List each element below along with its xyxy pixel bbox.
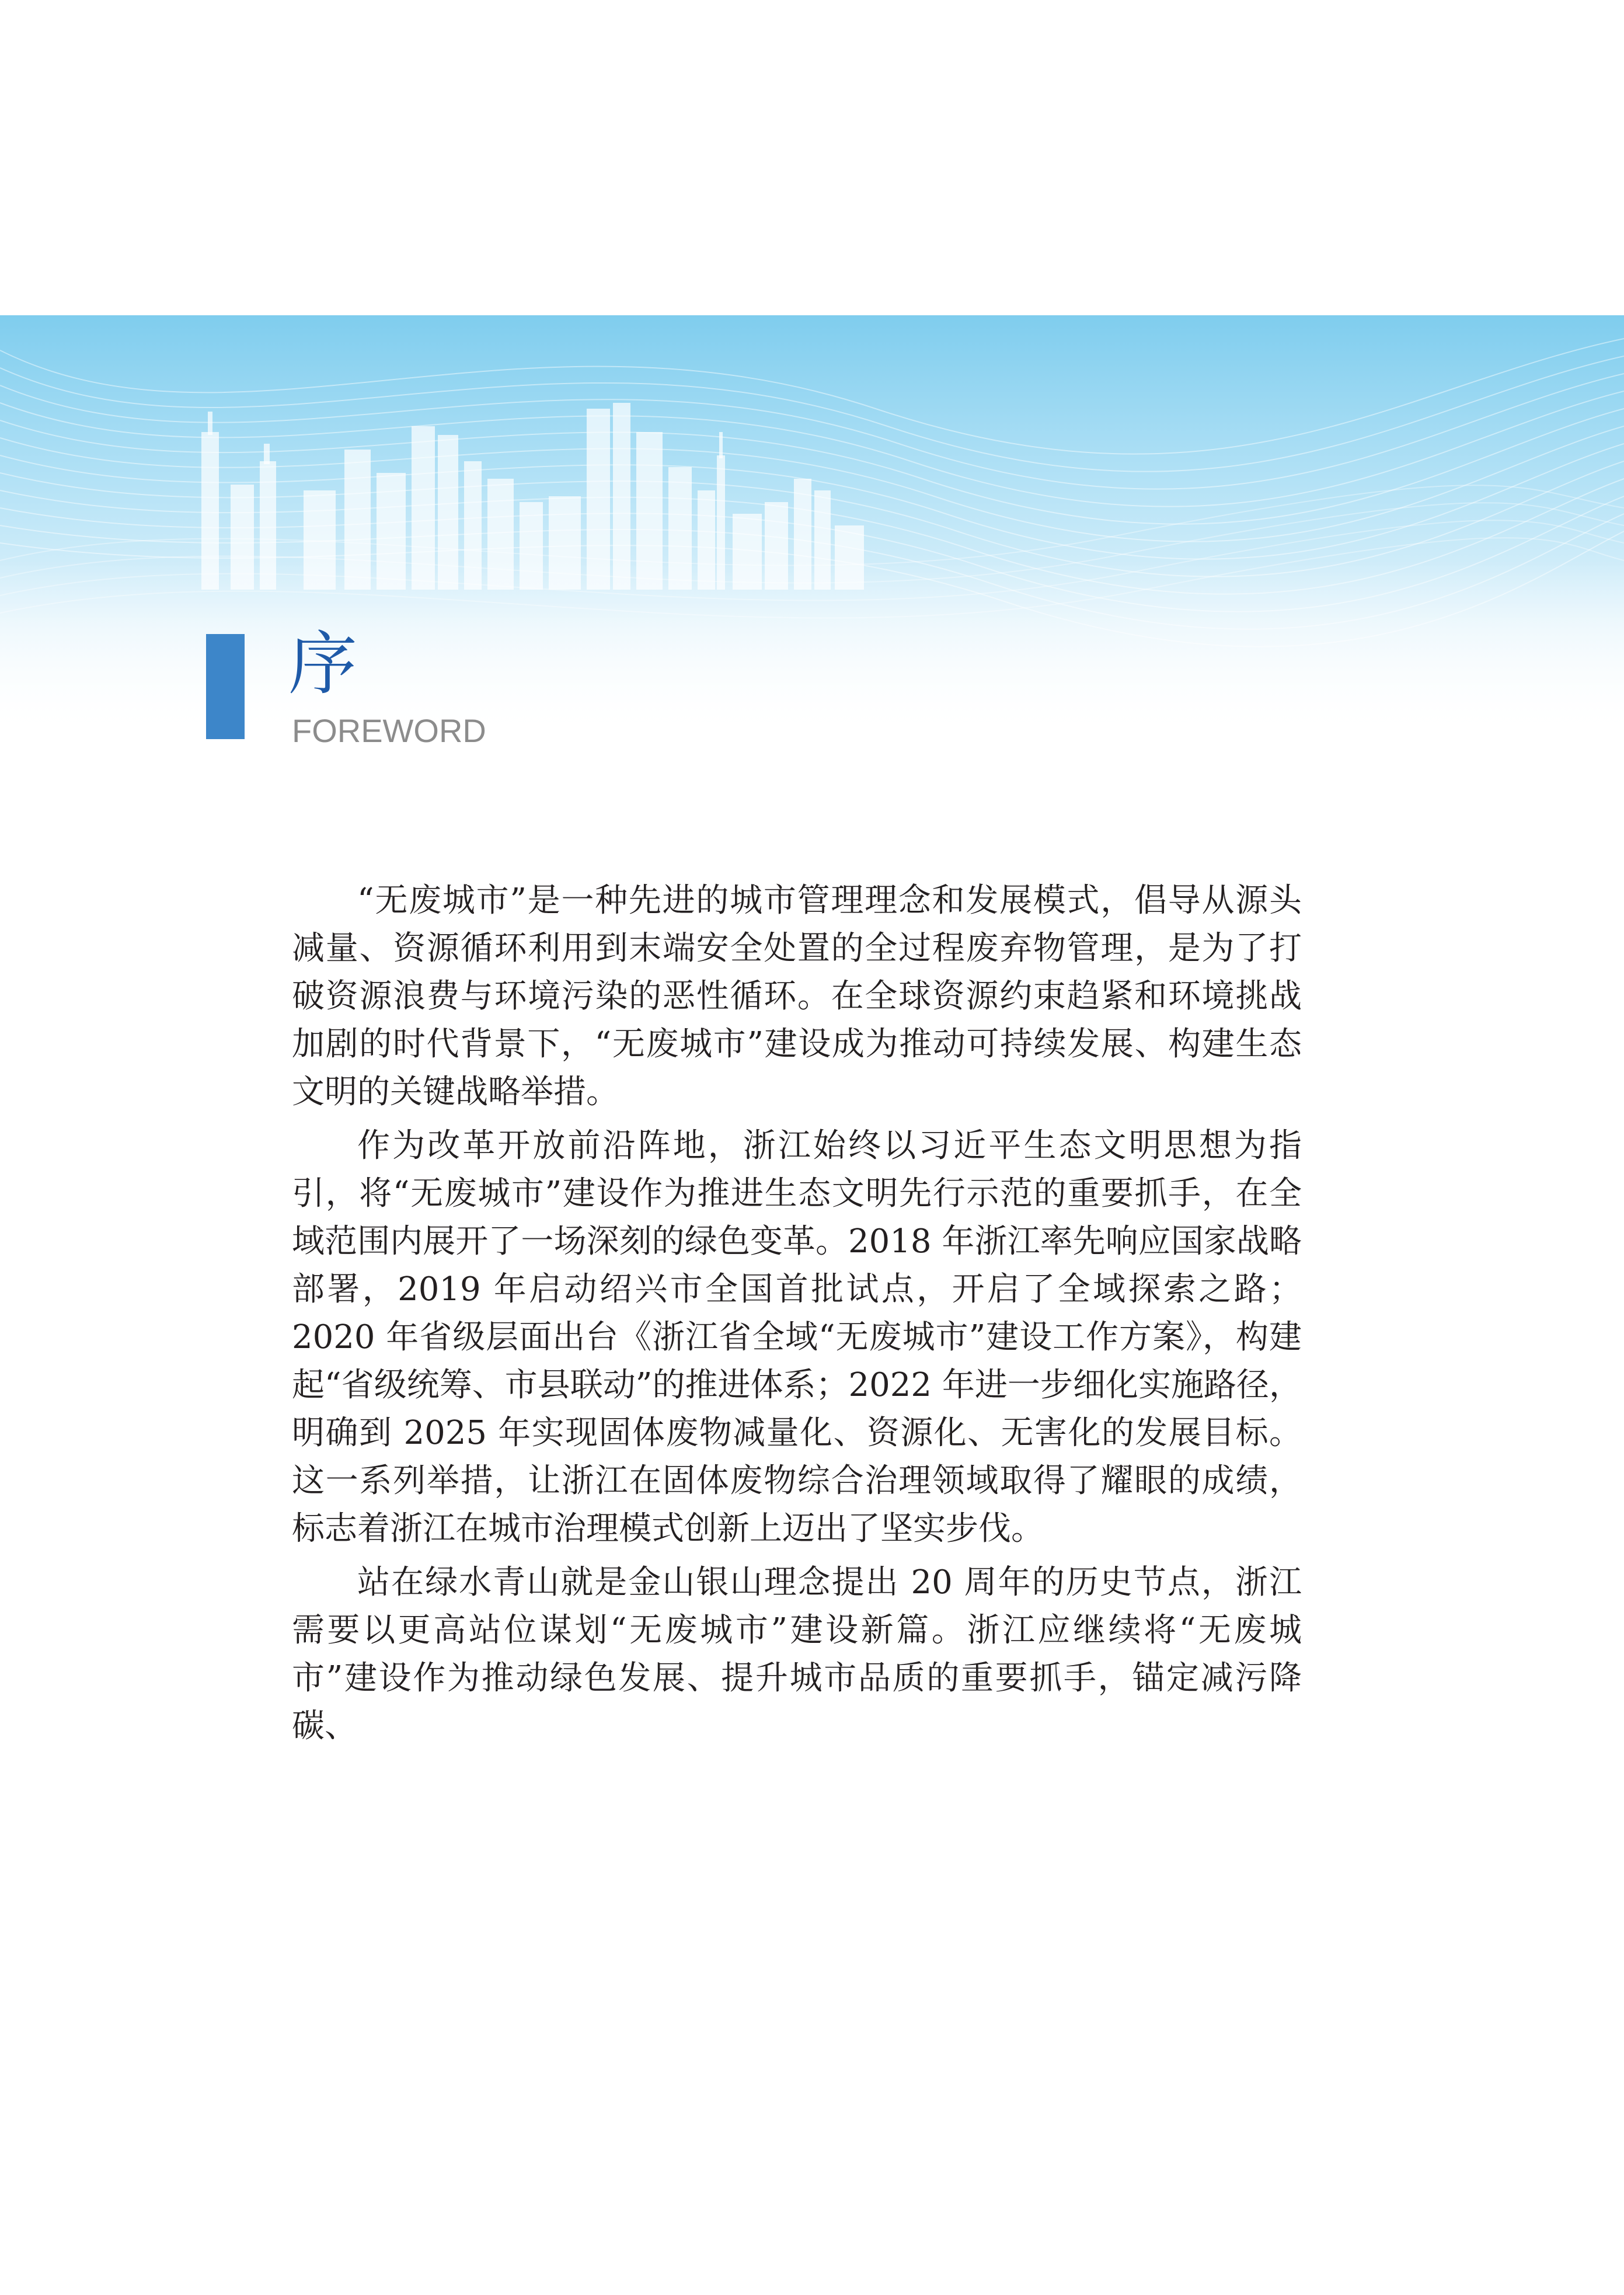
foreword-body (292, 877, 1302, 1756)
paragraph-2: 作为改革开放前沿阵地，浙江始终以习近平生态文明思想为指引，将“无废城市”建设作为推进生态文明先行示范的重要抓手，在全域范围内展开了一场深刻的绿色变革。2018 年浙江率先响应国家战略部署，2019 年启动绍兴市全国首批试点，开启了全域探索之路；2020 年省级层面出台《浙江省全域“无废城市”建设工作方案》，构建起“省级统筹、市县联动”的推进体系；2022 年进一步细化实施路径，明确到 2025 年实现固体废物减量化、资源化、无害化的发展目标。这一系列举措，让浙江在固体废物综合治理领域取得了耀眼的成绩，标志着浙江在城市治理模式创新上迈出了坚实步伐。 (292, 1127, 1302, 1548)
page-subtitle: FOREWORD (292, 712, 486, 749)
page-title: 序 (288, 624, 358, 704)
paragraph-1: “无废城市”是一种先进的城市管理理念和发展模式，倡导从源头减量、资源循环利用到末端安全处置的全过程废弃物管理，是为了打破资源浪费与环境污染的恶性循环。在全球资源约束趋紧和环境挑战加剧的时代背景下，“无废城市”建设成为推动可持续发展、构建生态文明的关键战略举措。 (292, 882, 1302, 1111)
title-accent-bar (206, 634, 245, 739)
paragraph-3: 站在绿水青山就是金山银山理念提出 20 周年的历史节点，浙江需要以更高站位谋划“无废城市”建设新篇。浙江应继续将“无废城市”建设作为推动绿色发展、提升城市品质的重要抓手，锚定减污降碳、 (292, 1563, 1302, 1745)
